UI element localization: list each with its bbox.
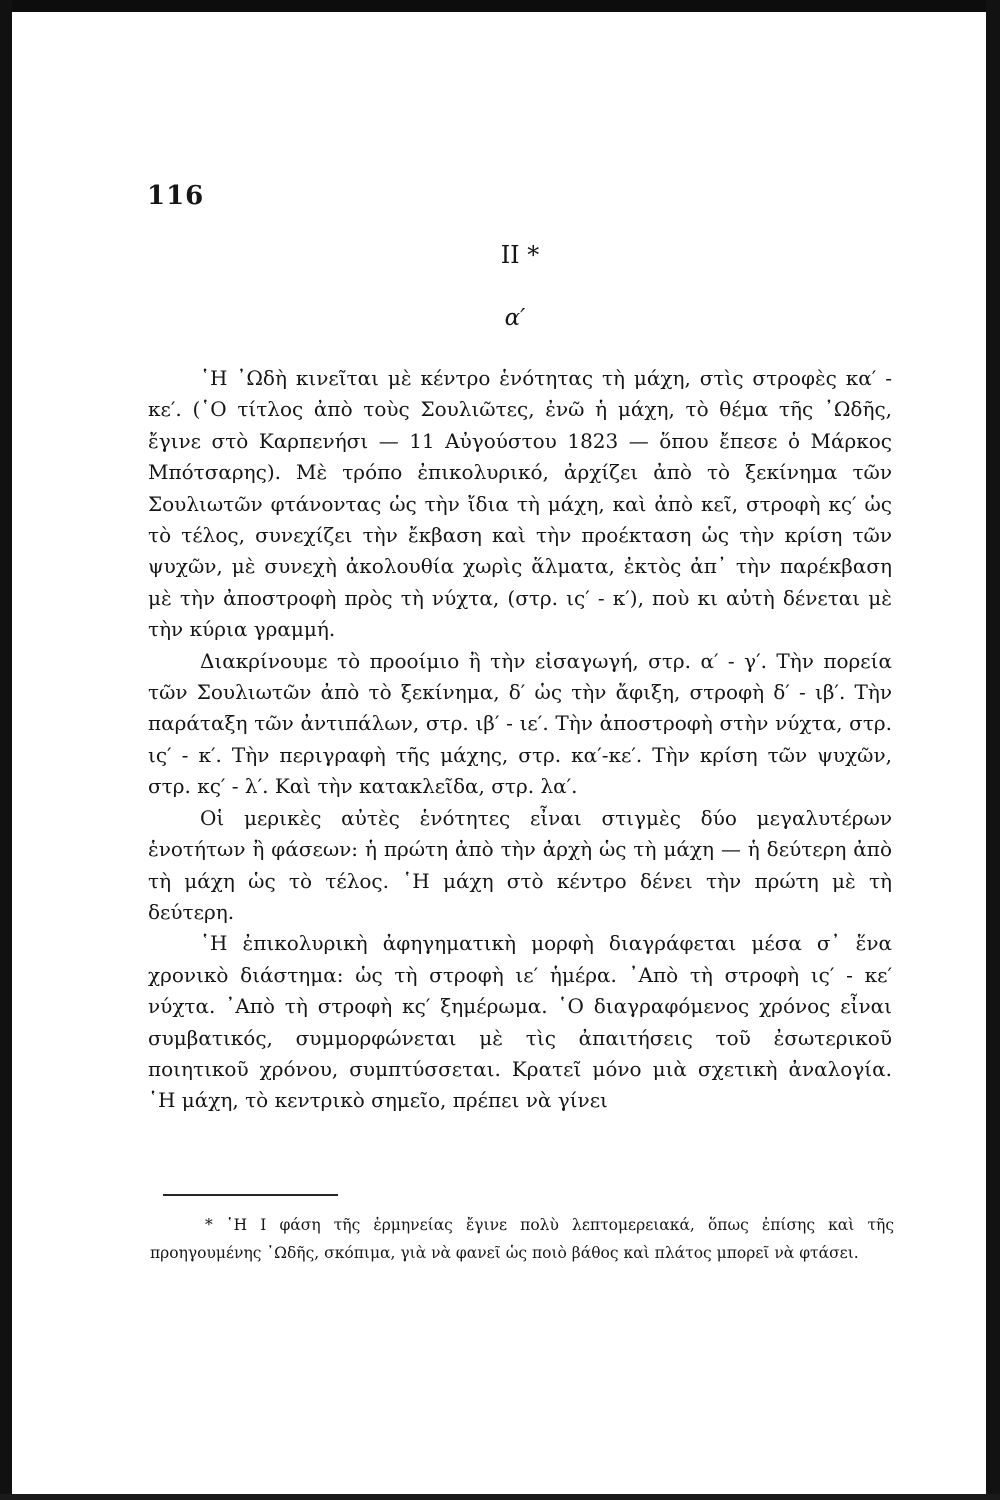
footnote: * ῾Η Ι φάση τῆς ἑρμηνείας ἔγινε πολὺ λεπτομερειακά, ὅπως ἐπίσης καὶ τῆς προηγουμένης ᾿Ωδῆς, σκόπιμα, γιὰ νὰ φανεῖ ὡς ποιὸ βάθος καὶ πλάτος μπορεῖ νὰ φτάσει. bbox=[150, 1216, 894, 1262]
paragraph: Διακρίνουμε τὸ προοίμιο ἢ τὴν εἰσαγωγή, στρ. α′ - γ′. Τὴν πορεία τῶν Σουλιωτῶν ἀπὸ τὸ ξεκίνημα, δ′ ὡς τὴν ἄφιξη, στροφὴ δ′ - ιβ′. Τὴν παράταξη τῶν ἀντιπάλων, στρ. ιβ′ - ιε′. Τὴν ἀποστροφὴ στὴν νύχτα, στρ. ις′ - κ′. Τὴν περιγραφὴ τῆς μάχης, στρ. κα′-κε′. Τὴν κρίση τῶν ψυχῶν, στρ. κς′ - λ′. Καὶ τὴν κατακλεῖδα, στρ. λα′. bbox=[148, 648, 892, 799]
scan-border-top bbox=[0, 0, 1000, 12]
paragraph: ῾Η ἐπικολυρικὴ ἀφηγηματικὴ μορφὴ διαγράφεται μέσα σ᾿ ἕνα χρονικὸ διάστημα: ὡς τὴ στροφὴ ιε′ ἡμέρα. ᾿Απὸ τὴ στροφὴ ις′ - κε′ νύχτα. ᾿Απὸ τὴ στροφὴ κς′ ξημέρωμα. ῾Ο διαγραφόμενος χρόνος εἶναι συμβατικός, συμμορφώνεται μὲ τὶς ἀπαιτήσεις τοῦ ἐσωτερικοῦ ποιητικοῦ χρόνου, συμπτύσσεται. Κρατεῖ μόνο μιὰ σχετικὴ ἀναλογία. ῾Η μάχη, τὸ κεντρικὸ σημεῖο, πρέπει νὰ γίνει bbox=[148, 931, 892, 1113]
scan-border-right bbox=[986, 0, 1000, 1500]
paragraph: Οἱ μερικὲς αὐτὲς ἑνότητες εἶναι στιγμὲς δύο μεγαλυτέρων ἑνοτήτων ἢ φάσεων: ἡ πρώτη ἀπὸ τὴν ἀρχὴ ὡς τὴ μάχη — ἡ δεύτερη ἀπὸ τὴ μάχη ὡς τὸ τέλος. ῾Η μάχη στὸ κέντρο δένει τὴν πρώτη μὲ τὴ δεύτερη. bbox=[148, 805, 892, 924]
scan-border-bottom bbox=[0, 1494, 1000, 1500]
paragraph: ῾Η ᾿Ωδὴ κινεῖται μὲ κέντρο ἑνότητας τὴ μάχη, στὶς στροφὲς κα′ - κε′. (῾Ο τίτλος ἀπὸ τοὺς Σουλιῶτες, ἐνῶ ἡ μάχη, τὸ θέμα τῆς ᾿Ωδῆς, ἔγινε στὸ Καρπενήσι — 11 Αὐγούστου 1823 — ὅπου ἔπεσε ὁ Μάρκος Μπότσαρης). Μὲ τρόπο ἐπικολυρικό, ἀρχίζει ἀπὸ τὸ ξεκίνημα τῶν Σουλιωτῶν φτάνοντας ὡς τὴν ἴδια τὴ μάχη, καὶ ἀπὸ κεῖ, στροφὴ κς′ ὡς τὸ τέλος, συνεχίζει τὴν ἔκβαση καὶ τὴν προέκταση ὡς τὴν κρίση τῶν ψυχῶν, μὲ συνεχὴ ἀκολουθία χωρὶς ἅλματα, ἐκτὸς ἀπ᾿ τὴν παρέκβαση μὲ τὴν ἀποστροφὴ πρὸς τὴ νύχτα, (στρ. ις′ - κ′), ποὺ κι αὐτὴ δένεται μὲ τὴν κύρια γραμμή. bbox=[148, 366, 892, 642]
page-number: 116 bbox=[147, 181, 205, 211]
body-text bbox=[148, 363, 892, 1117]
subsection-heading: α′ bbox=[504, 305, 526, 331]
section-heading: II * bbox=[500, 241, 540, 269]
footnote-separator bbox=[163, 1194, 338, 1196]
scan-border-left bbox=[0, 0, 12, 1500]
